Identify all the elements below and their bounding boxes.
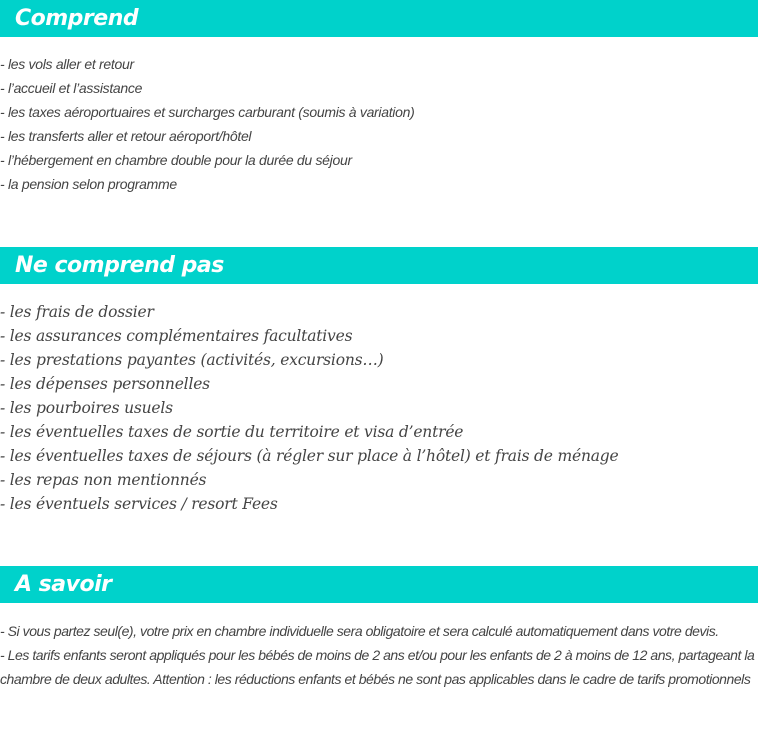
info-block xyxy=(0,619,758,691)
section-header-a-savoir: A savoir xyxy=(0,566,758,603)
list-item: - l’accueil et l’assistance xyxy=(0,80,143,96)
list-item: - les prestations payantes (activités, excursions…) xyxy=(0,351,384,369)
list-item: - les éventuelles taxes de sortie du territoire et visa d’entrée xyxy=(0,423,464,441)
included-list xyxy=(0,52,414,196)
list-item: - les transferts aller et retour aéroport/hôtel xyxy=(0,128,252,144)
list-item: - la pension selon programme xyxy=(0,176,177,192)
section-header-comprend: Comprend xyxy=(0,0,758,37)
not-included-list xyxy=(0,300,618,516)
list-item: - l’hébergement en chambre double pour la durée du séjour xyxy=(0,152,352,168)
list-item: - les dépenses personnelles xyxy=(0,375,210,393)
list-item: - les éventuels services / resort Fees xyxy=(0,495,278,513)
list-item: - les taxes aéroportuaires et surcharges carburant (soumis à variation) xyxy=(0,104,415,120)
list-item: - les éventuelles taxes de séjours (à régler sur place à l’hôtel) et frais de ménage xyxy=(0,447,619,465)
list-item: - les repas non mentionnés xyxy=(0,471,207,489)
list-item: - les frais de dossier xyxy=(0,303,154,321)
info-paragraph-child-rates: - Les tarifs enfants seront appliqués pour les bébés de moins de 2 ans et/ou pour les enfants de 2 à moins de 12 ans, partageant la chambre de deux adultes. Attention : les réductions enfants et bébés ne sont pas applicables dans le cadre de tarifs promotionnels xyxy=(0,647,755,687)
info-paragraph-single-room: - Si vous partez seul(e), votre prix en chambre individuelle sera obligatoire et sera calculé automatiquement dans votre devis. xyxy=(0,623,719,639)
section-header-ne-comprend-pas: Ne comprend pas xyxy=(0,247,758,284)
list-item: - les vols aller et retour xyxy=(0,56,134,72)
list-item: - les pourboires usuels xyxy=(0,399,173,417)
list-item: - les assurances complémentaires facultatives xyxy=(0,327,353,345)
